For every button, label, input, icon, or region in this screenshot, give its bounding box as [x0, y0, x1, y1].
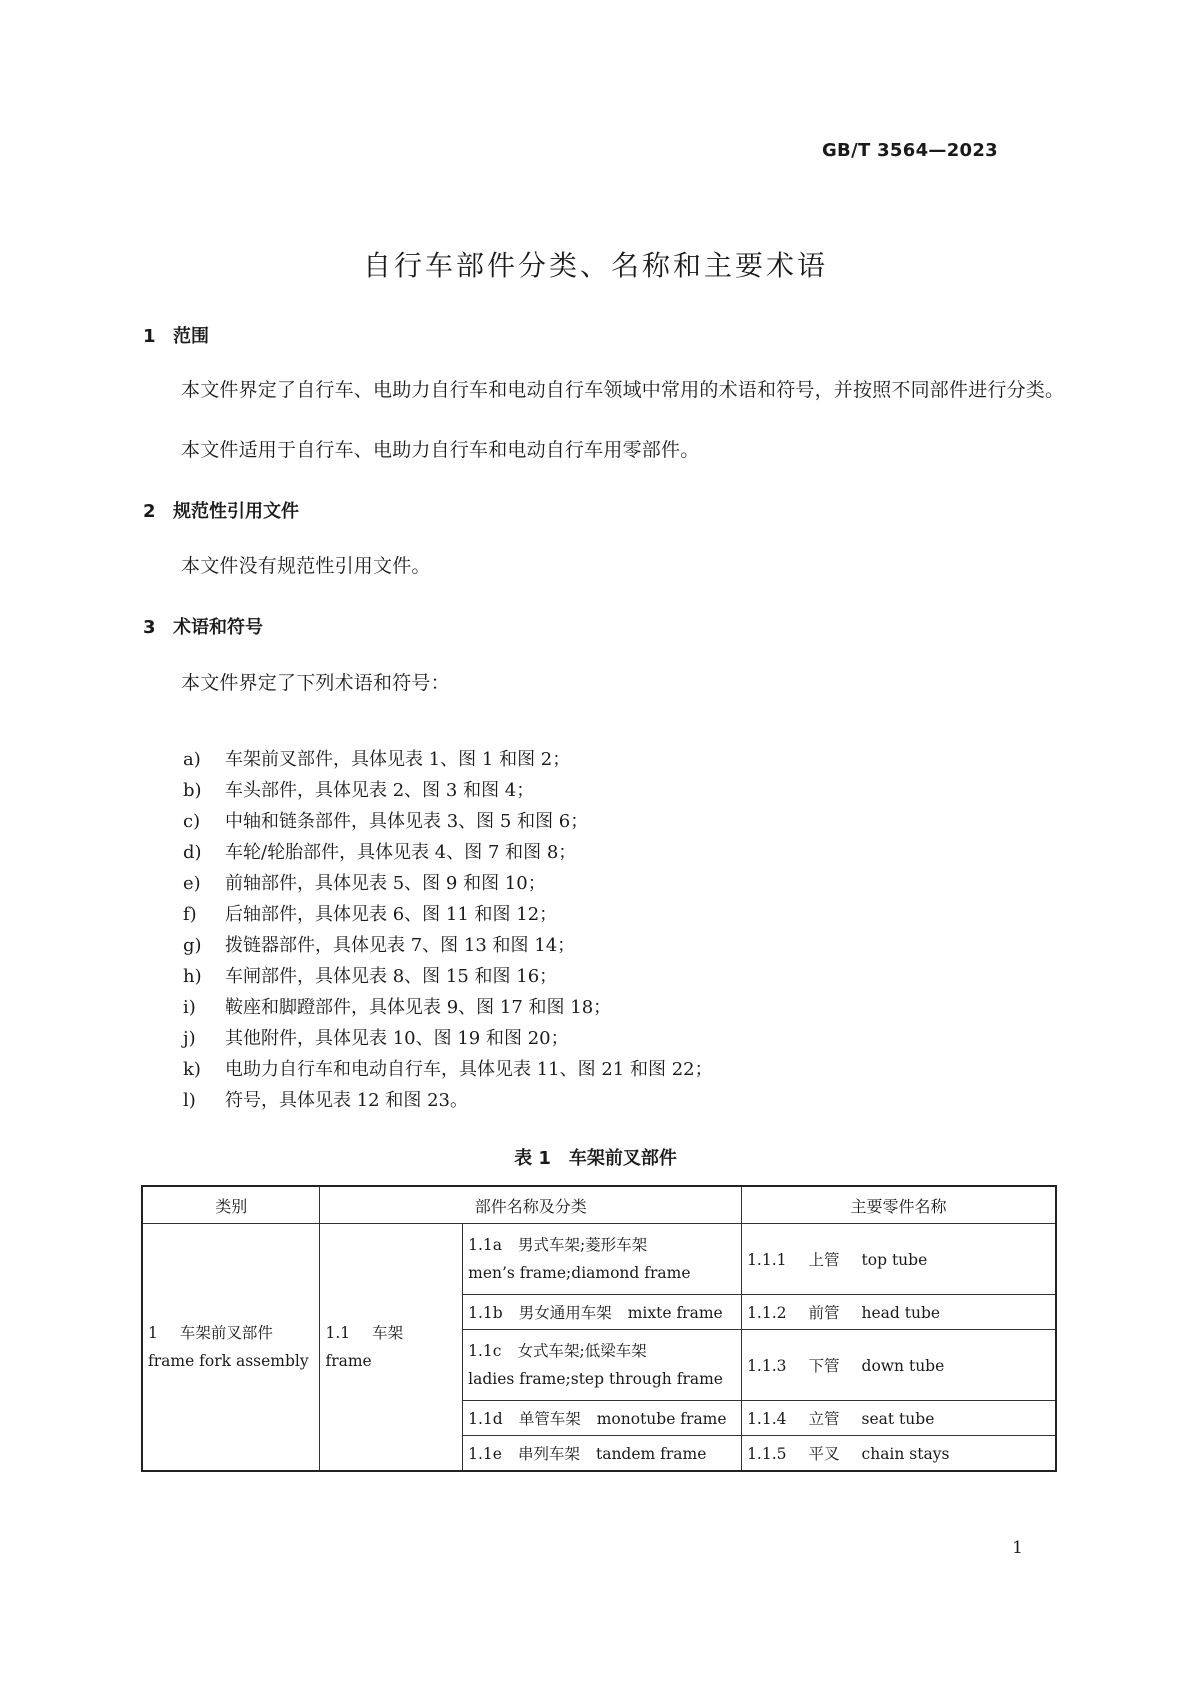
list-item: l) 符号，具体见表 12 和图 23。 [183, 1090, 468, 1111]
standard-code: GB/T 3564—2023 [821, 140, 998, 161]
list-item: g) 拨链器部件，具体见表 7、图 13 和图 14； [183, 935, 576, 956]
subtype-cell: 1.1d 单管车架 monotube frame [463, 1401, 742, 1436]
table-header-row [142, 1186, 1056, 1224]
terms-intro: 本文件界定了下列术语和符号： [181, 672, 450, 694]
scope-paragraph-1: 本文件界定了自行车、电助力自行车和电动自行车领域中常用的术语和符号，并按照不同部件进行分类。 [181, 379, 1065, 401]
terms-list [183, 744, 883, 1116]
list-item: b) 车头部件，具体见表 2、图 3 和图 4； [183, 780, 535, 801]
subtype-cell: 1.1b 男女通用车架 mixte frame [463, 1295, 742, 1330]
section-number: 3 [143, 617, 156, 638]
section-title: 术语和符号 [173, 617, 263, 638]
list-item: a) 车架前叉部件，具体见表 1、图 1 和图 2； [183, 749, 571, 770]
section-title: 规范性引用文件 [173, 501, 299, 522]
part-cell: 1.1.2 前管 head tube [742, 1295, 1056, 1330]
list-item: d) 车轮/轮胎部件，具体见表 4、图 7 和图 8； [183, 842, 577, 863]
list-item: c) 中轴和链条部件，具体见表 3、图 5 和图 6； [183, 811, 589, 832]
list-item: j) 其他附件，具体见表 10、图 19 和图 20； [183, 1028, 569, 1049]
column-header-parts: 主要零件名称 [742, 1186, 1056, 1224]
part-cell: 1.1.1 上管 top tube [742, 1224, 1056, 1295]
family-cell: 1.1 车架 frame [320, 1224, 463, 1472]
subtype-cell: 1.1a 男式车架;菱形车架 men’s frame;diamond frame [463, 1224, 742, 1295]
table-row [142, 1224, 1056, 1295]
page-number: 1 [1012, 1538, 1023, 1558]
section-number: 2 [143, 501, 156, 522]
category-cell: 1 车架前叉部件 frame fork assembly [142, 1224, 320, 1472]
section-2-heading [143, 497, 299, 523]
list-item: h) 车闸部件，具体见表 8、图 15 和图 16； [183, 966, 558, 987]
list-item: e) 前轴部件，具体见表 5、图 9 和图 10； [183, 873, 546, 894]
references-paragraph: 本文件没有规范性引用文件。 [181, 555, 431, 577]
list-item: i) 鞍座和脚蹬部件，具体见表 9、图 17 和图 18； [183, 997, 612, 1018]
part-cell: 1.1.4 立管 seat tube [742, 1401, 1056, 1436]
scope-paragraph-2: 本文件适用于自行车、电助力自行车和电动自行车用零部件。 [181, 439, 700, 461]
parts-table [141, 1185, 1057, 1472]
subtype-cell: 1.1e 串列车架 tandem frame [463, 1436, 742, 1472]
part-cell: 1.1.5 平叉 chain stays [742, 1436, 1056, 1472]
column-header-component: 部件名称及分类 [320, 1186, 742, 1224]
document-title: 自行车部件分类、名称和主要术语 [362, 249, 828, 282]
table-caption: 表 1 车架前叉部件 [514, 1148, 677, 1169]
part-cell: 1.1.3 下管 down tube [742, 1330, 1056, 1401]
section-number: 1 [143, 326, 156, 347]
column-header-category: 类别 [142, 1186, 320, 1224]
list-item: f) 后轴部件，具体见表 6、图 11 和图 12； [183, 904, 558, 925]
section-title: 范围 [173, 326, 209, 347]
subtype-cell: 1.1c 女式车架;低梁车架 ladies frame;step through frame [463, 1330, 742, 1401]
list-item: k) 电助力自行车和电动自行车，具体见表 11、图 21 和图 22； [183, 1059, 713, 1080]
section-3-heading [143, 613, 263, 639]
section-1-heading [143, 322, 209, 348]
